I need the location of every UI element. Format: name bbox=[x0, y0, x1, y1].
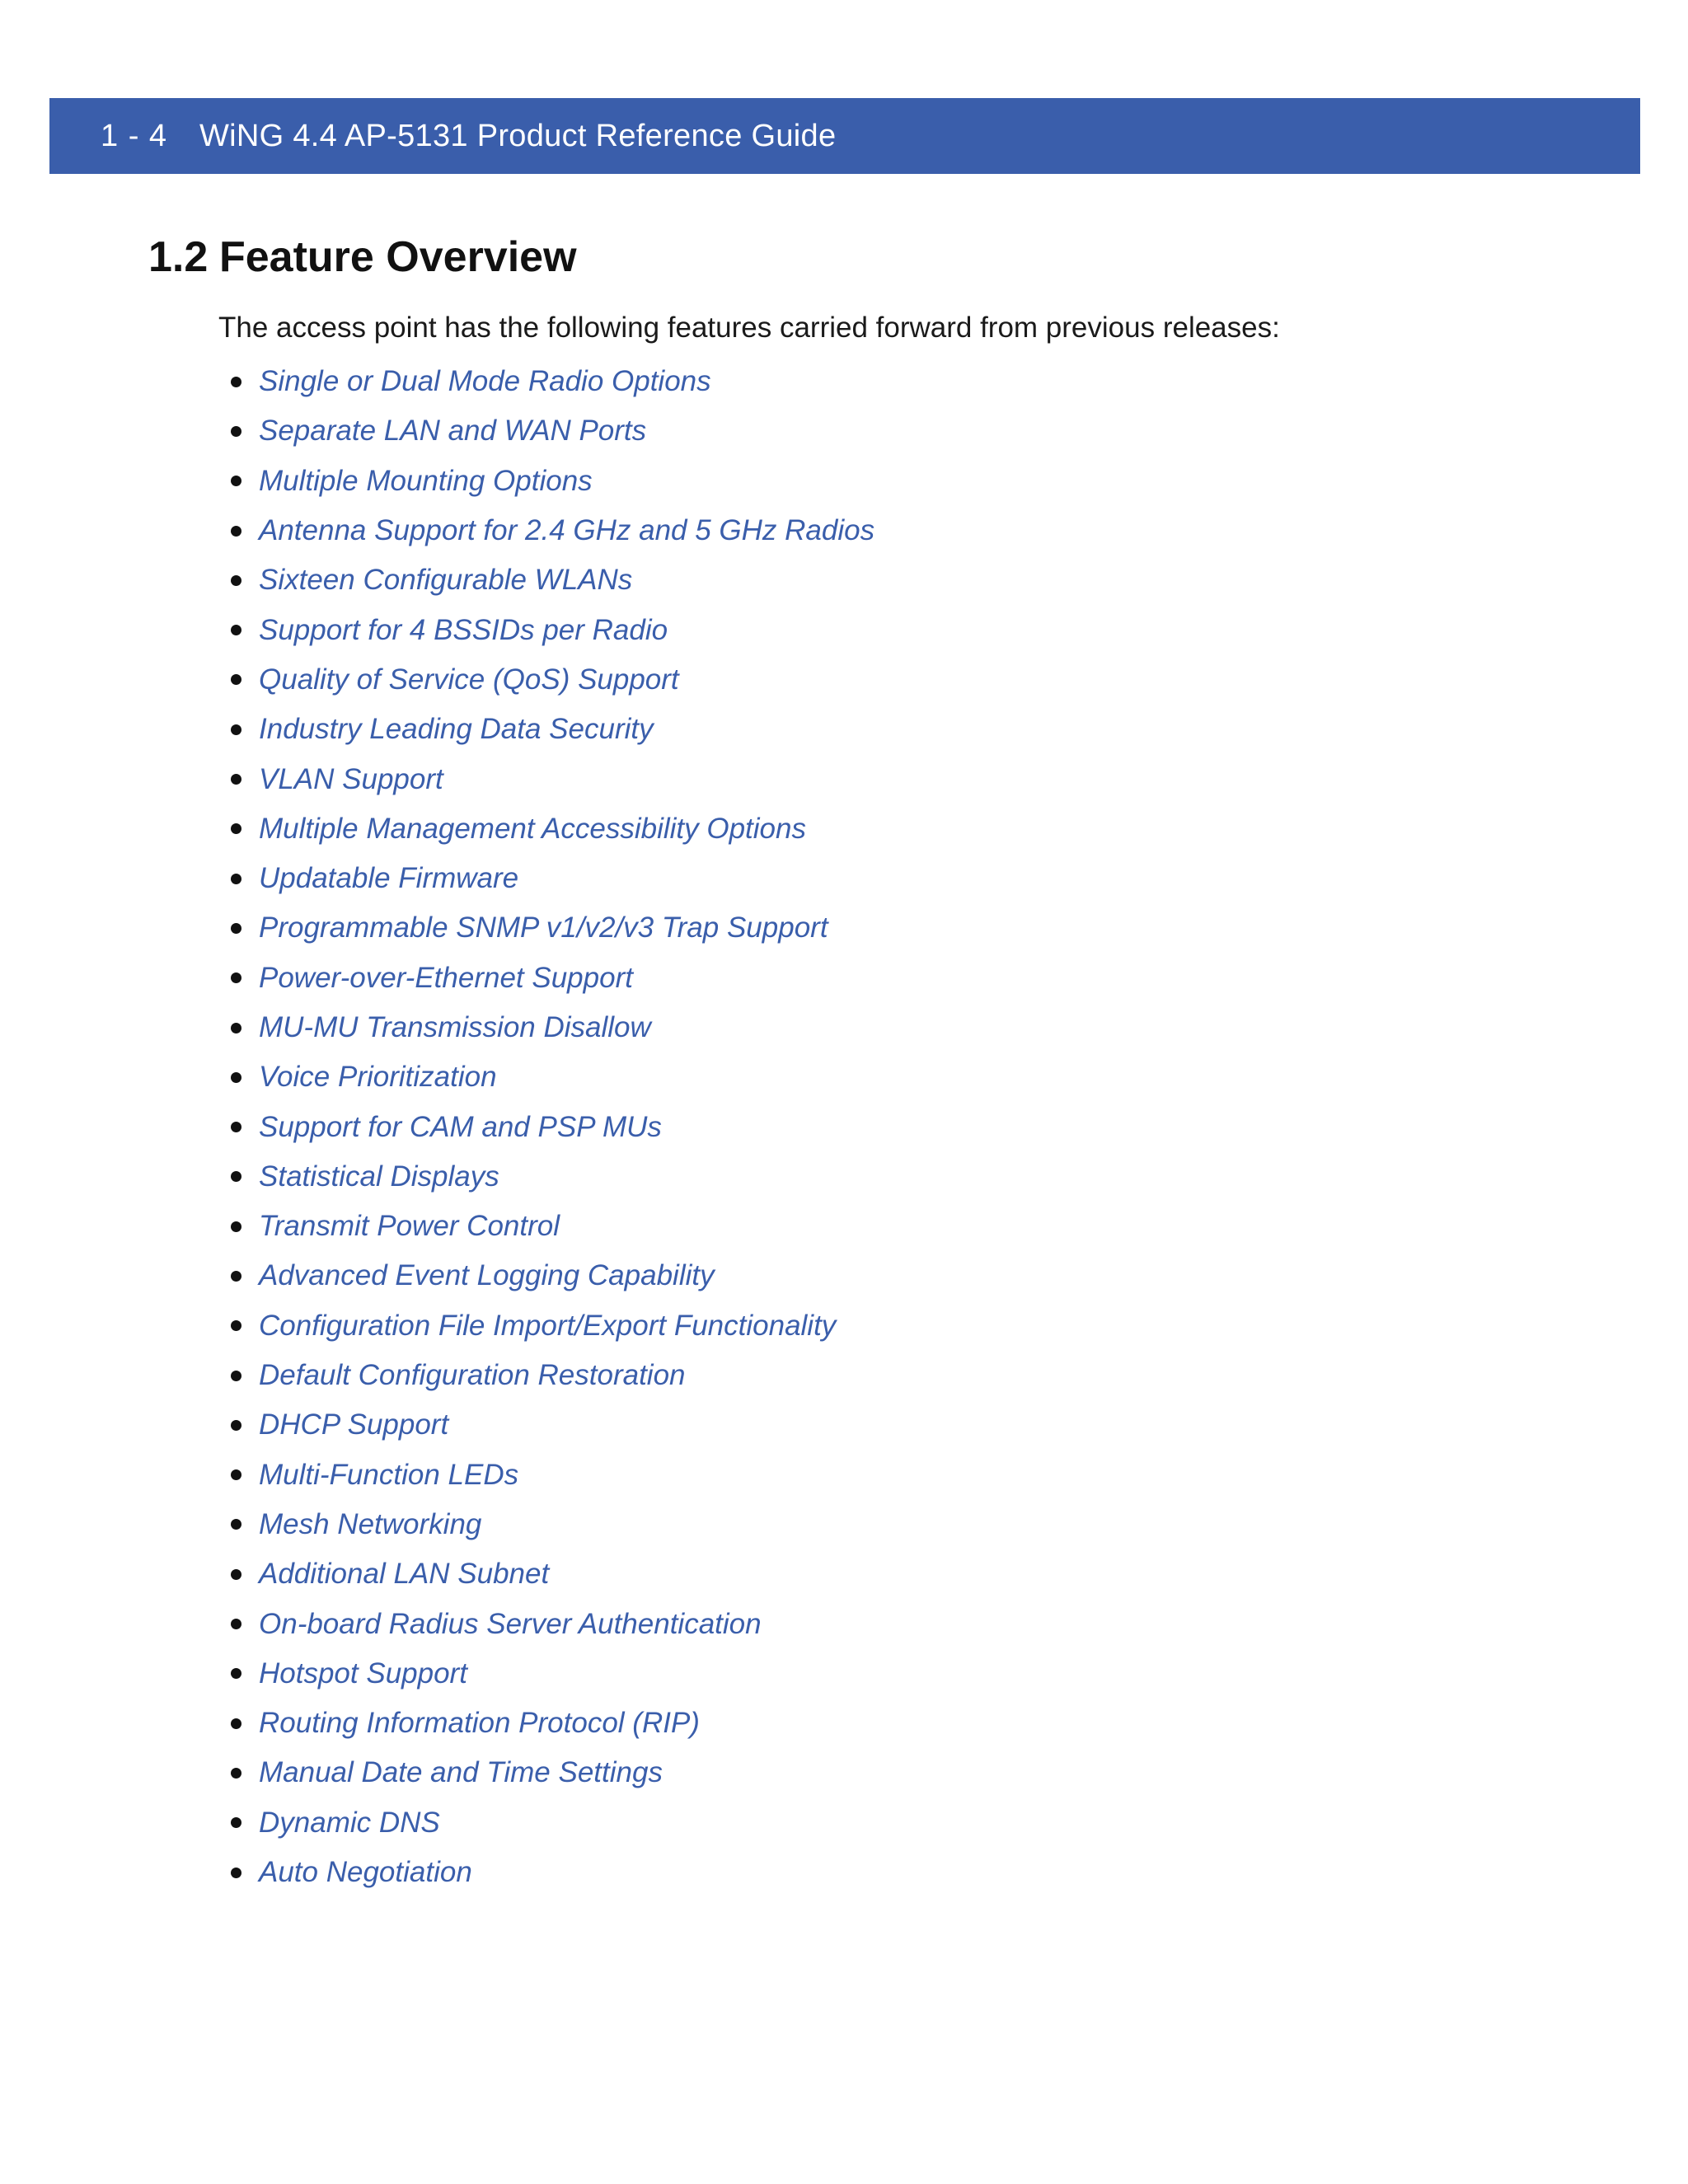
list-item bbox=[231, 555, 874, 605]
feature-link[interactable]: Single or Dual Mode Radio Options bbox=[259, 365, 711, 398]
list-item bbox=[231, 1748, 874, 1797]
bullet-icon bbox=[231, 923, 241, 934]
list-item bbox=[231, 1599, 874, 1648]
list-item bbox=[231, 1003, 874, 1052]
feature-link[interactable]: Manual Date and Time Settings bbox=[259, 1756, 663, 1789]
bullet-icon bbox=[231, 1420, 241, 1431]
bullet-icon bbox=[231, 1122, 241, 1132]
list-item bbox=[231, 357, 874, 406]
feature-link[interactable]: Multi-Function LEDs bbox=[259, 1458, 519, 1491]
page-number: 1 - 4 bbox=[101, 118, 168, 153]
feature-link[interactable]: Advanced Event Logging Capability bbox=[259, 1259, 715, 1292]
list-item bbox=[231, 1549, 874, 1599]
feature-link[interactable]: DHCP Support bbox=[259, 1408, 449, 1441]
list-item bbox=[231, 705, 874, 754]
bullet-icon bbox=[231, 1668, 241, 1679]
feature-link[interactable]: Mesh Networking bbox=[259, 1507, 482, 1540]
bullet-icon bbox=[231, 1519, 241, 1530]
bullet-icon bbox=[231, 972, 241, 983]
list-item bbox=[231, 655, 874, 705]
list-item bbox=[231, 1202, 874, 1251]
bullet-icon bbox=[231, 1072, 241, 1083]
list-item bbox=[231, 1251, 874, 1301]
feature-link[interactable]: Multiple Mounting Options bbox=[259, 464, 593, 497]
bullet-icon bbox=[231, 1868, 241, 1878]
section-title: Feature Overview bbox=[219, 233, 577, 281]
feature-link[interactable]: Configuration File Import/Export Functionality bbox=[259, 1309, 837, 1342]
feature-link[interactable]: Antenna Support for 2.4 GHz and 5 GHz Radios bbox=[259, 514, 875, 547]
bullet-icon bbox=[231, 476, 241, 486]
bullet-icon bbox=[231, 1619, 241, 1629]
feature-link[interactable]: Default Configuration Restoration bbox=[259, 1359, 686, 1392]
feature-link[interactable]: Voice Prioritization bbox=[259, 1061, 497, 1094]
bullet-icon bbox=[231, 426, 241, 437]
feature-link[interactable]: Additional LAN Subnet bbox=[259, 1558, 550, 1591]
list-item bbox=[231, 1400, 874, 1450]
intro-paragraph: The access point has the following features carried forward from previous releases: bbox=[218, 312, 1280, 344]
feature-link[interactable]: Updatable Firmware bbox=[259, 862, 519, 895]
list-item bbox=[231, 1301, 874, 1351]
bullet-icon bbox=[231, 1718, 241, 1729]
bullet-icon bbox=[231, 1271, 241, 1282]
bullet-icon bbox=[231, 1320, 241, 1331]
page-header-bar bbox=[49, 98, 1640, 174]
bullet-icon bbox=[231, 1469, 241, 1480]
bullet-icon bbox=[231, 874, 241, 884]
feature-link[interactable]: Quality of Service (QoS) Support bbox=[259, 663, 679, 696]
feature-link[interactable]: VLAN Support bbox=[259, 762, 443, 795]
feature-link[interactable]: Industry Leading Data Security bbox=[259, 713, 654, 746]
list-item bbox=[231, 1500, 874, 1549]
bullet-icon bbox=[231, 377, 241, 387]
bullet-icon bbox=[231, 575, 241, 586]
feature-link[interactable]: Support for 4 BSSIDs per Radio bbox=[259, 613, 668, 646]
bullet-icon bbox=[231, 1023, 241, 1033]
feature-link[interactable]: Support for CAM and PSP MUs bbox=[259, 1110, 662, 1143]
feature-link[interactable]: Transmit Power Control bbox=[259, 1210, 560, 1243]
feature-link[interactable]: MU-MU Transmission Disallow bbox=[259, 1011, 651, 1043]
section-heading bbox=[148, 232, 577, 282]
bullet-icon bbox=[231, 1768, 241, 1779]
bullet-icon bbox=[231, 774, 241, 785]
feature-link[interactable]: Dynamic DNS bbox=[259, 1806, 440, 1839]
feature-link[interactable]: On-board Radius Server Authentication bbox=[259, 1607, 762, 1640]
bullet-icon bbox=[231, 1817, 241, 1828]
bullet-icon bbox=[231, 526, 241, 537]
bullet-icon bbox=[231, 1371, 241, 1381]
bullet-icon bbox=[231, 1221, 241, 1232]
list-item bbox=[231, 1152, 874, 1202]
feature-link[interactable]: Separate LAN and WAN Ports bbox=[259, 415, 647, 448]
list-item bbox=[231, 1351, 874, 1400]
bullet-icon bbox=[231, 674, 241, 685]
list-item bbox=[231, 1102, 874, 1151]
list-item bbox=[231, 1848, 874, 1897]
list-item bbox=[231, 1052, 874, 1102]
guide-title: WiNG 4.4 AP-5131 Product Reference Guide bbox=[199, 118, 837, 153]
bullet-icon bbox=[231, 1569, 241, 1580]
feature-link[interactable]: Sixteen Configurable WLANs bbox=[259, 564, 633, 597]
feature-link[interactable]: Power-over-Ethernet Support bbox=[259, 961, 633, 994]
list-item bbox=[231, 804, 874, 854]
list-item bbox=[231, 1451, 874, 1500]
list-item bbox=[231, 754, 874, 804]
list-item bbox=[231, 954, 874, 1003]
feature-link[interactable]: Multiple Management Accessibility Options bbox=[259, 812, 806, 845]
list-item bbox=[231, 406, 874, 456]
feature-link[interactable]: Auto Negotiation bbox=[259, 1856, 472, 1889]
list-item bbox=[231, 903, 874, 953]
feature-list bbox=[231, 357, 874, 1897]
list-item bbox=[231, 457, 874, 506]
list-item bbox=[231, 605, 874, 654]
feature-link[interactable]: Hotspot Support bbox=[259, 1657, 467, 1690]
list-item bbox=[231, 1649, 874, 1699]
list-item bbox=[231, 1699, 874, 1748]
feature-link[interactable]: Routing Information Protocol (RIP) bbox=[259, 1707, 700, 1740]
bullet-icon bbox=[231, 1171, 241, 1182]
bullet-icon bbox=[231, 724, 241, 735]
section-number: 1.2 bbox=[148, 233, 209, 281]
bullet-icon bbox=[231, 823, 241, 834]
list-item bbox=[231, 506, 874, 555]
feature-link[interactable]: Statistical Displays bbox=[259, 1160, 499, 1193]
list-item bbox=[231, 854, 874, 903]
bullet-icon bbox=[231, 625, 241, 635]
feature-link[interactable]: Programmable SNMP v1/v2/v3 Trap Support bbox=[259, 912, 828, 944]
list-item bbox=[231, 1798, 874, 1848]
